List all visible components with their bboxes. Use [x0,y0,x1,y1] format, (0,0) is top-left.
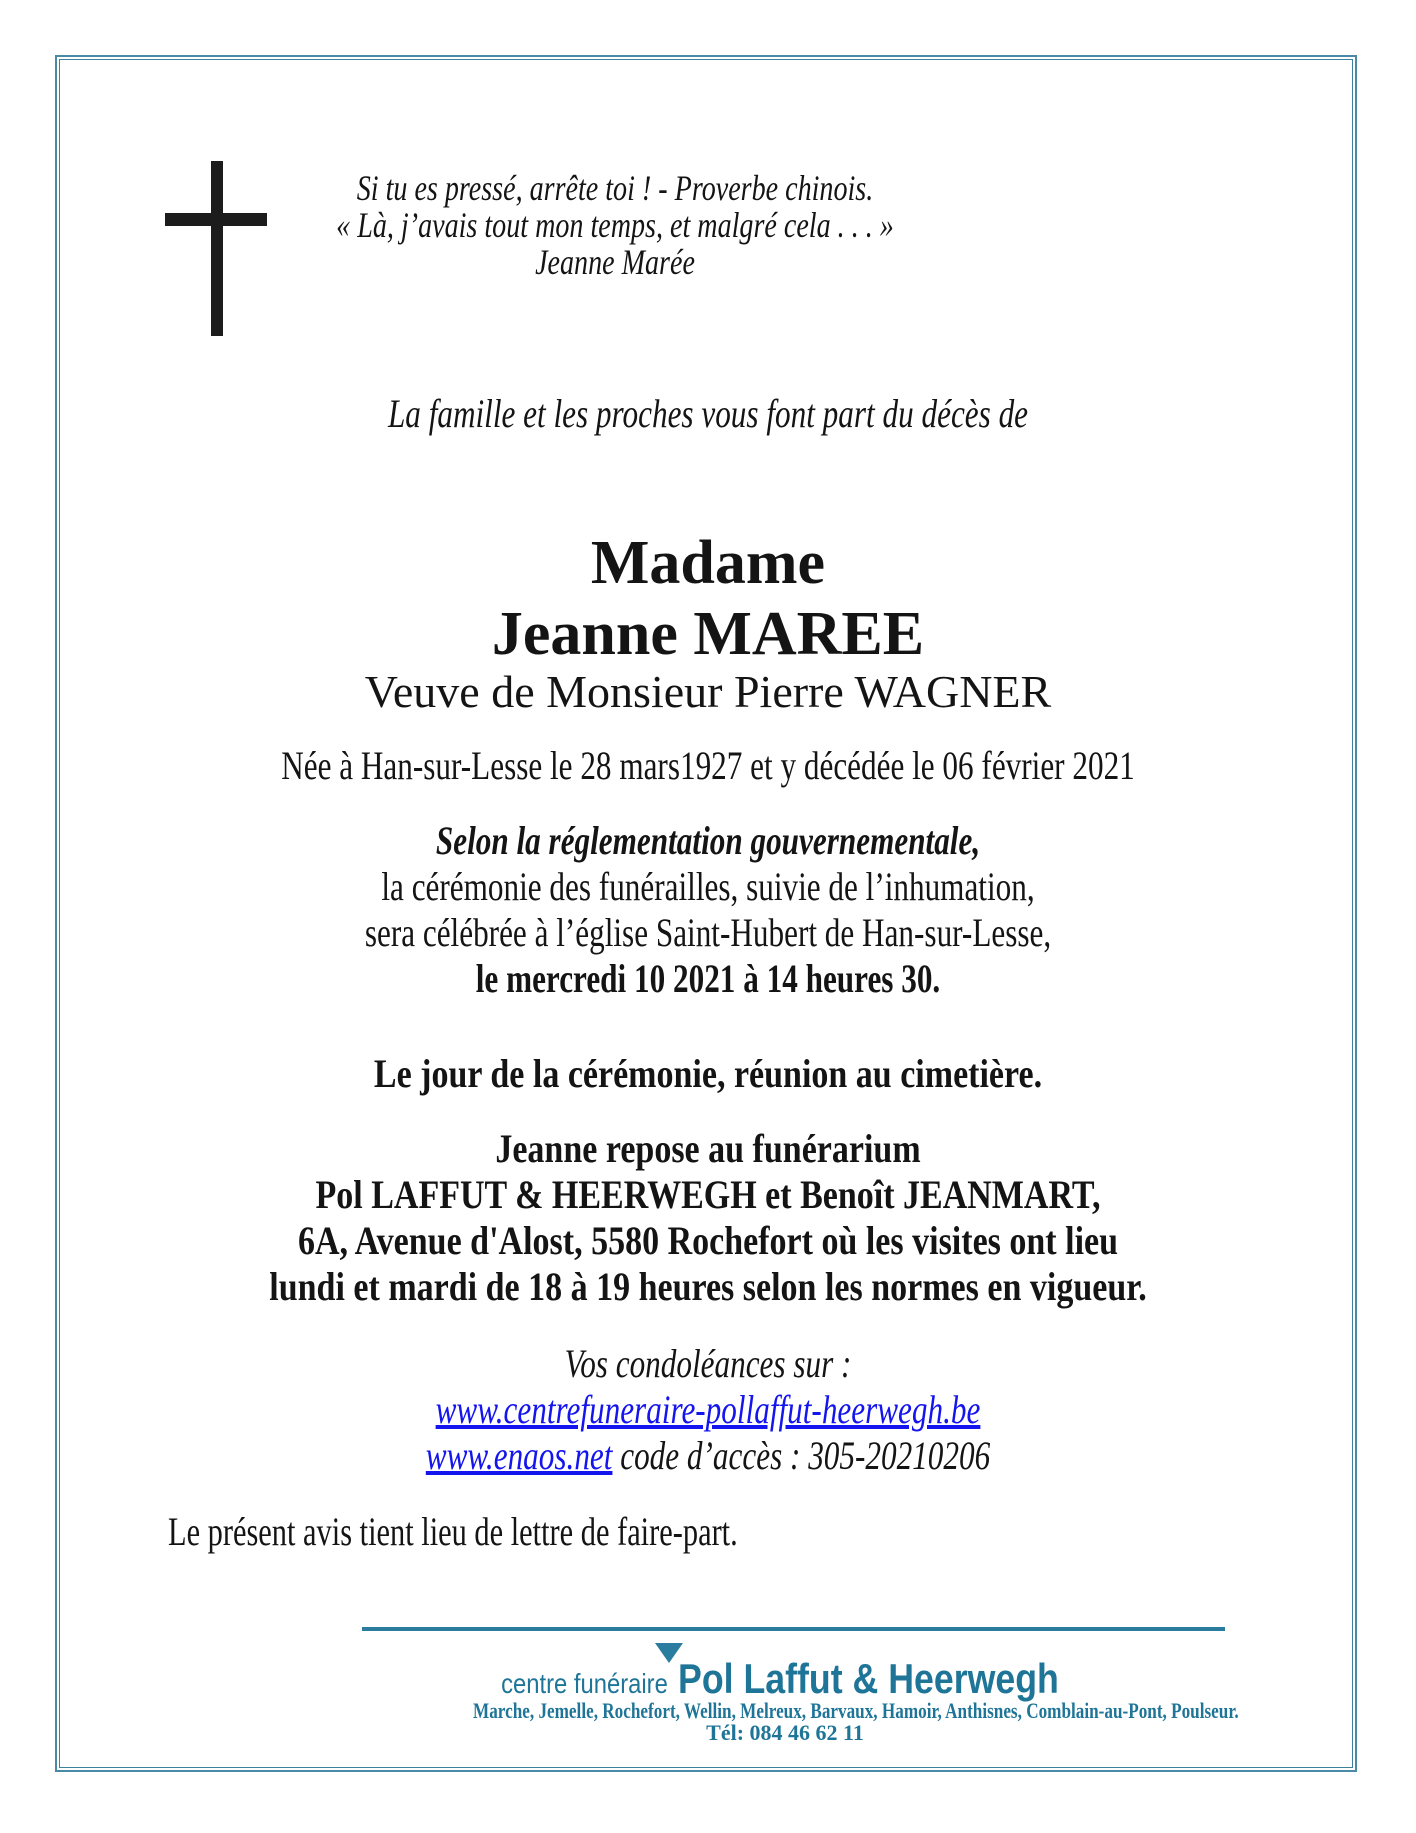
quote-line-2: « Là, j’avais tout mon temps, et malgré cela . . . » [336,205,894,245]
brand-name: Pol Laffut & Heerwegh [678,1655,1059,1702]
brand-prefix: centre funéraire [501,1668,668,1699]
legal-notice: Le présent avis tient lieu de lettre de faire-part. [168,1509,738,1554]
regulation-note: Selon la réglementation gouvernementale, [435,818,981,863]
ceremony-line-2: la cérémonie des funérailles, suivie de l’inhumation, [381,864,1035,909]
funerarium-line-2: Pol LAFFUT & HEERWEGH et Benoît JEANMART, [315,1172,1101,1217]
quote-line-1: Si tu es pressé, arrête toi ! - Proverbe chinois. [356,168,874,208]
ceremony-line-3: sera célébrée à l’église Saint-Hubert de Han-sur-Lesse, [364,910,1052,955]
funeral-home-logo [440,1655,1120,1703]
footer-rule [362,1627,1225,1631]
footer-locations: Marche, Jemelle, Rochefort, Wellin, Melreux, Barvaux, Hamoir, Anthisnes, Comblain-au-Pont, Poulseur. [473,1698,1239,1723]
footer-phone: Tél: 084 46 62 11 [706,1720,864,1745]
funerarium-line-3: 6A, Avenue d'Alost, 5580 Rochefort où les visites ont lieu [297,1218,1119,1263]
deceased-name: Jeanne MAREE [491,600,925,668]
funerarium-line-1: Jeanne repose au funérarium [495,1126,921,1171]
memorial-quote [115,170,1115,281]
life-dates-line: Née à Han-sur-Lesse le 28 mars1927 et y décédée le 06 février 2021 [281,743,1135,788]
ceremony-datetime: le mercredi 10 2021 à 14 heures 30. [475,956,941,1001]
deceased-title: Madame [590,529,826,597]
announcement-line: La famille et les proches vous font part du décès de [387,391,1029,436]
ceremony-block [0,818,1416,1002]
deceased-relation: Veuve de Monsieur Pierre WAGNER [364,666,1052,717]
condolence-link-enaos[interactable]: www.enaos.net [425,1433,613,1478]
funerarium-line-4: lundi et mardi de 18 à 19 heures selon les normes en vigueur. [269,1264,1147,1309]
condolences-intro: Vos condoléances sur : [564,1341,852,1386]
funerarium-block [0,1126,1416,1310]
quote-attribution: Jeanne Marée [535,242,695,282]
condolences-block [0,1341,1416,1479]
access-code: code d’accès : 305-20210206 [612,1433,991,1478]
condolence-link-centrefuneraire[interactable]: www.centrefuneraire-pollaffut-heerwegh.be [435,1387,981,1432]
cemetery-note: Le jour de la cérémonie, réunion au cimetière. [373,1051,1043,1096]
